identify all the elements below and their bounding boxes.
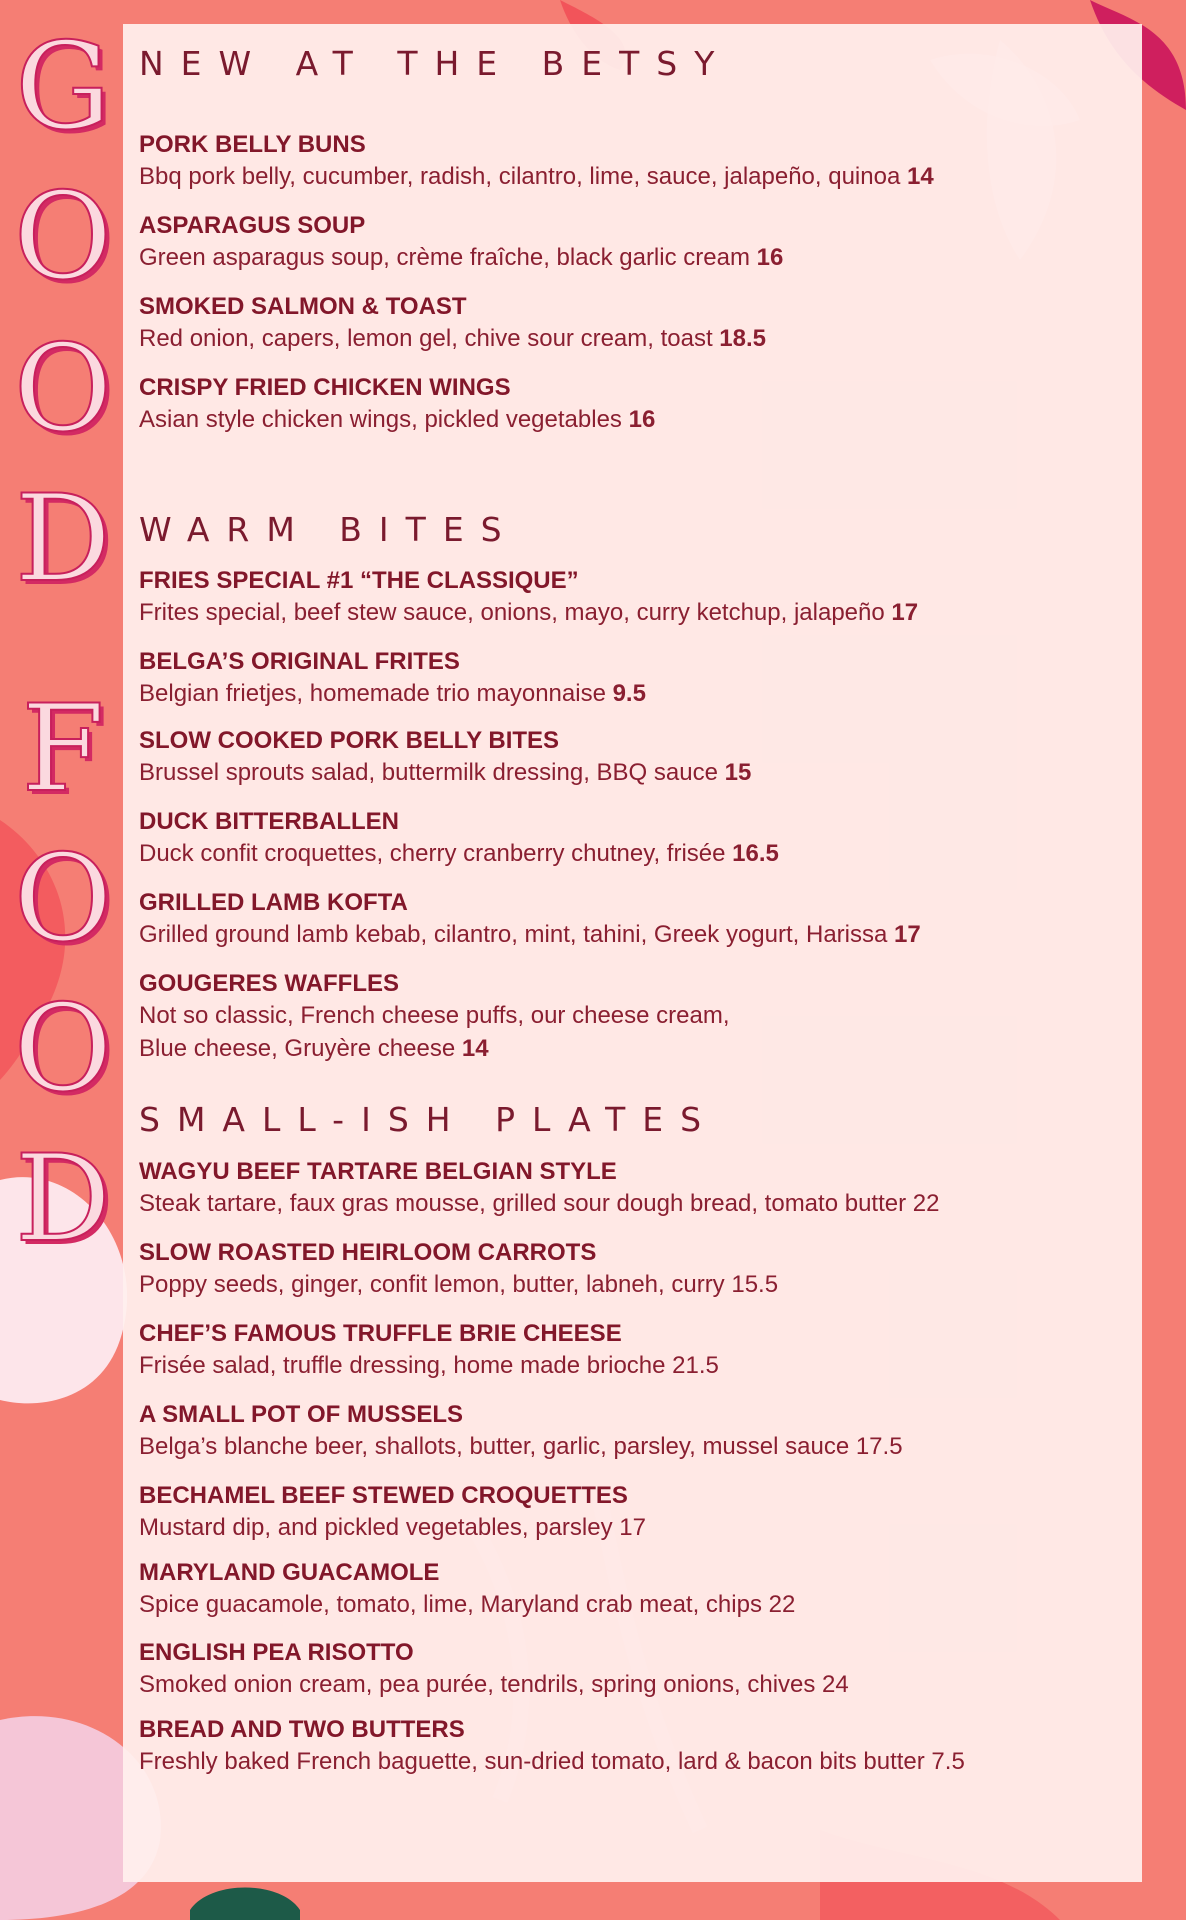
item-description: Spice guacamole, tomato, lime, Maryland crab meat, chips 22 (139, 1591, 796, 1618)
item-price: 9.5 (612, 680, 646, 707)
item-description: Asian style chicken wings, pickled vegetables 16 (139, 406, 656, 433)
item-name: ASPARAGUS SOUP (139, 212, 366, 239)
item-name: ENGLISH PEA RISOTTO (139, 1639, 414, 1666)
item-name: DUCK BITTERBALLEN (139, 808, 399, 835)
item-description: Smoked onion cream, pea purée, tendrils, spring onions, chives 24 (139, 1671, 849, 1698)
item-description: Duck confit croquettes, cherry cranberry chutney, frisée 16.5 (139, 840, 779, 867)
item-description: Belgian frietjes, homemade trio mayonnaise 9.5 (139, 680, 646, 707)
item-name: MARYLAND GUACAMOLE (139, 1559, 440, 1586)
menu-item (139, 647, 1129, 710)
menu-item (139, 1238, 1129, 1301)
menu-item (139, 373, 1129, 436)
item-description: Frisée salad, truffle dressing, home made brioche 21.5 (139, 1352, 719, 1379)
item-description: Blue cheese, Gruyère cheese 14 (139, 1035, 489, 1062)
item-name: PORK BELLY BUNS (139, 131, 366, 158)
item-description: Frites special, beef stew sauce, onions, mayo, curry ketchup, jalapeño 17 (139, 599, 919, 626)
item-description: Brussel sprouts salad, buttermilk dressing, BBQ sauce 15 (139, 759, 752, 786)
item-name: SLOW ROASTED HEIRLOOM CARROTS (139, 1239, 597, 1266)
item-description: Steak tartare, faux gras mousse, grilled sour dough bread, tomato butter 22 (139, 1190, 940, 1217)
menu-item (139, 969, 1129, 1065)
item-name: WAGYU BEEF TARTARE BELGIAN STYLE (139, 1158, 617, 1185)
item-name: GOUGERES WAFFLES (139, 970, 400, 997)
item-price: 16 (628, 406, 656, 433)
menu-item (139, 1400, 1129, 1463)
item-name: FRIES SPECIAL #1 “THE CLASSIQUE” (139, 567, 579, 594)
side-title-letter: O (13, 830, 113, 969)
item-name: GRILLED LAMB KOFTA (139, 889, 408, 916)
side-title-letter: O (13, 320, 113, 459)
item-name: BELGA’S ORIGINAL FRITES (139, 648, 460, 675)
item-price: 14 (906, 163, 934, 190)
item-name: A SMALL POT OF MUSSELS (139, 1401, 464, 1428)
item-price: 16.5 (732, 840, 779, 867)
item-description: Belga’s blanche beer, shallots, butter, garlic, parsley, mussel sauce 17.5 (139, 1433, 903, 1460)
item-price: 14 (461, 1035, 489, 1062)
item-description: Bbq pork belly, cucumber, radish, cilantro, lime, sauce, jalapeño, quinoa 14 (139, 163, 934, 190)
menu-item (139, 1715, 1129, 1778)
side-title-letter: G (15, 18, 111, 157)
item-price: 18.5 (719, 325, 767, 352)
menu-item (139, 807, 1129, 870)
menu-item (139, 211, 1129, 274)
item-description: Grilled ground lamb kebab, cilantro, mint, tahini, Greek yogurt, Harissa 17 (139, 921, 921, 948)
item-name: SLOW COOKED PORK BELLY BITES (139, 727, 560, 754)
menu-item (139, 1558, 1129, 1621)
menu-item (139, 1319, 1129, 1382)
menu-item (139, 1157, 1129, 1220)
item-description: Not so classic, French cheese puffs, our cheese cream, (139, 1002, 730, 1029)
item-price: 16 (756, 244, 784, 271)
side-title-letter: D (14, 1130, 112, 1269)
item-description: Mustard dip, and pickled vegetables, parsley 17 (139, 1514, 646, 1541)
section-title-new: NEW AT THE BETSY (139, 44, 732, 83)
menu-item (139, 726, 1129, 789)
item-description: Green asparagus soup, crème fraîche, black garlic cream 16 (139, 244, 784, 271)
menu-item (139, 292, 1129, 355)
section-title-small: SMALL-ISH PLATES (139, 1100, 719, 1139)
side-title-letter: D (14, 470, 112, 609)
item-price: 17 (891, 599, 919, 626)
item-price: 15 (724, 759, 752, 786)
item-name: CRISPY FRIED CHICKEN WINGS (139, 374, 511, 401)
side-title-letter: O (13, 168, 113, 307)
section-title-warm: WARM BITES (139, 510, 519, 549)
menu-item (139, 130, 1129, 193)
item-description: Freshly baked French baguette, sun-dried tomato, lard & bacon bits butter 7.5 (139, 1748, 965, 1775)
item-name: BREAD AND TWO BUTTERS (139, 1716, 465, 1743)
item-description: Red onion, capers, lemon gel, chive sour cream, toast 18.5 (139, 325, 767, 352)
menu-item (139, 888, 1129, 951)
item-description: Poppy seeds, ginger, confit lemon, butter, labneh, curry 15.5 (139, 1271, 779, 1298)
item-name: SMOKED SALMON & TOAST (139, 293, 467, 320)
side-title-letter: F (21, 680, 105, 819)
menu-item (139, 566, 1129, 629)
menu-item (139, 1481, 1129, 1544)
item-name: BECHAMEL BEEF STEWED CROQUETTES (139, 1482, 628, 1509)
side-title-letter: O (13, 980, 113, 1119)
item-name: CHEF’S FAMOUS TRUFFLE BRIE CHEESE (139, 1320, 622, 1347)
menu-item (139, 1638, 1129, 1701)
item-price: 17 (894, 921, 921, 948)
